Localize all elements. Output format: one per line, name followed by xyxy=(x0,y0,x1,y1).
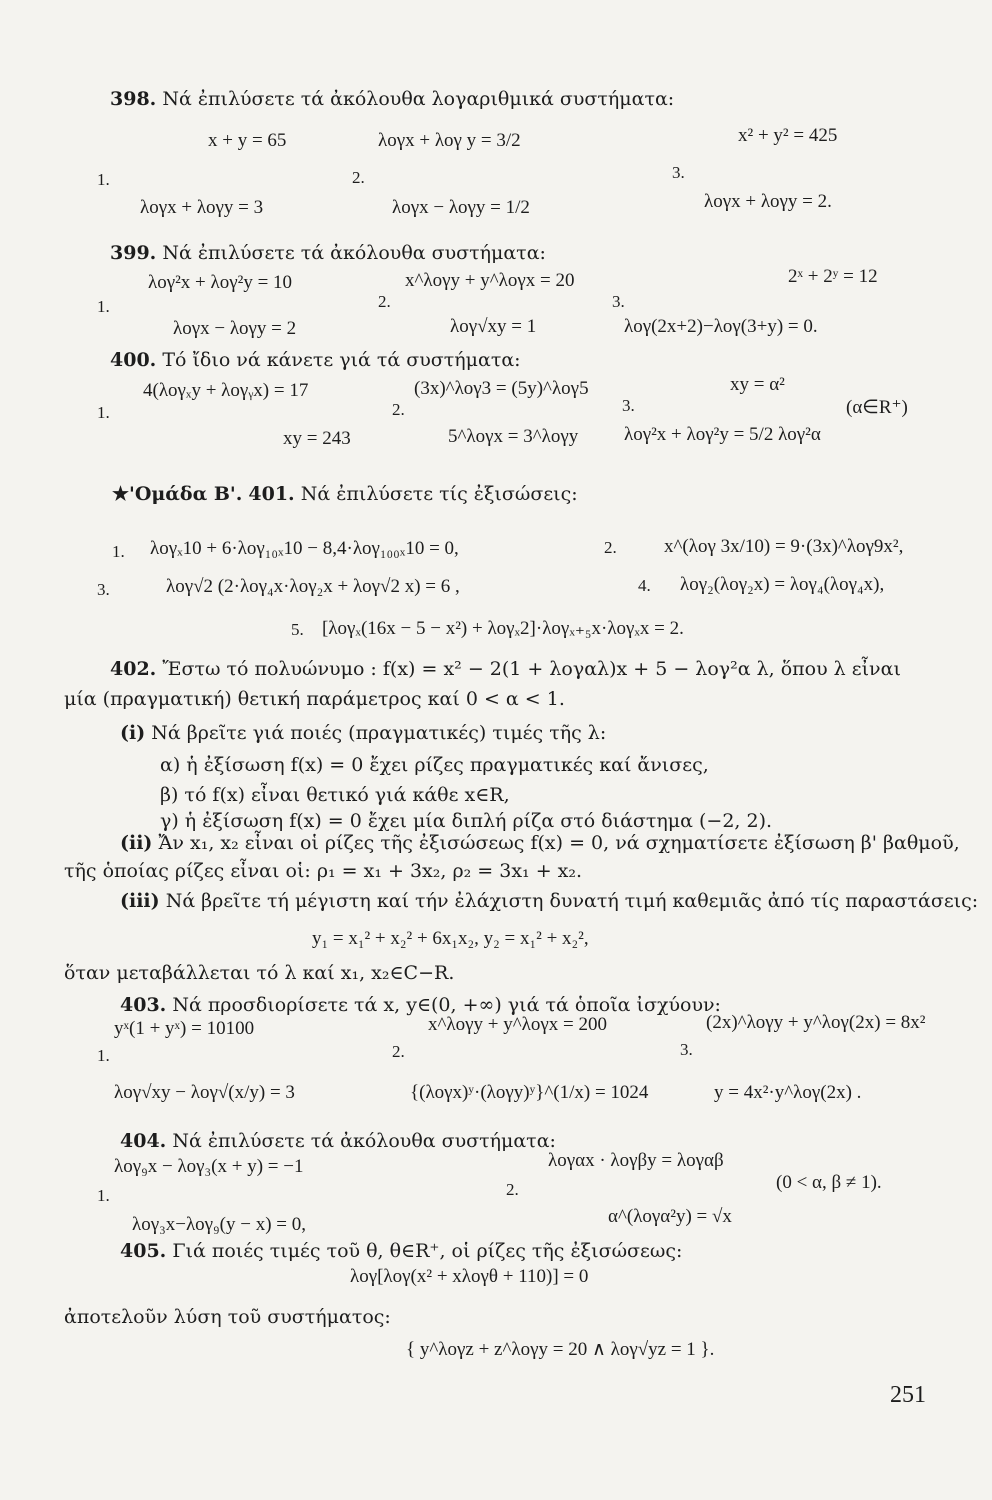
group-label: ★'Ομάδα Β'. xyxy=(112,483,243,505)
part-text: τῆς ὁποίας ρίζες εἶναι οἱ: ρ₁ = x₁ + 3x₂, ρ₂ = 3x₁ + x₂. xyxy=(64,860,583,882)
exercise-number: 401. xyxy=(248,483,295,505)
part-label: (ii) xyxy=(120,832,153,854)
system-2-eq-a: x^λογy + y^λογx = 200 xyxy=(428,1014,607,1035)
item-number: 2. xyxy=(378,292,391,311)
item-number: 3. xyxy=(680,1040,693,1059)
equation: λογ[λογ(x² + xλογθ + 110)] = 0 xyxy=(350,1266,589,1287)
system-2-eq-a: λογx + λογ y = 3/2 xyxy=(378,130,521,151)
equation-4: λογ₂(λογ₂x) = λογ₄(λογ₄x), xyxy=(680,574,885,595)
item-number: 1. xyxy=(97,297,110,316)
system-1-eq-b: λογ₃x−λογ₉(y − x) = 0, xyxy=(132,1214,307,1235)
item-number: 3. xyxy=(97,580,110,599)
equation-1: λογₓ10 + 6·λογ₁₀ₓ10 − 8,4·λογ₁₀₀ₓ10 = 0, xyxy=(150,538,459,559)
system-2-eq-a: λογαx · λογβy = λογαβ xyxy=(548,1150,724,1171)
system-1-eq-a: 4(λογₓy + λογᵧx) = 17 xyxy=(143,380,309,401)
system-1-eq-b: xy = 243 xyxy=(283,428,351,449)
part-text: Ἄν x₁, x₂ εἶναι οἱ ρίζες τῆς ἐξισώσεως f(x) = 0, νά σχηματίσετε ἐξίσωση β' βαθμοῦ, xyxy=(158,832,960,854)
exercise-heading: Τό ἴδιο νά κάνετε γιά τά συστήματα: xyxy=(162,349,521,371)
system-3-eq-b: y = 4x²·y^λογ(2x) . xyxy=(714,1082,862,1103)
system-3-eq-b: λογ(2x+2)−λογ(3+y) = 0. xyxy=(624,316,818,337)
subpart-c: γ) ἡ ἐξίσωση f(x) = 0 ἔχει μία διπλή ρίζα στό διάστημα (−2, 2). xyxy=(160,810,773,832)
system-2-eq-a: (3x)^λογ3 = (5y)^λογ5 xyxy=(414,378,589,399)
system-1-eq-b: λογ√xy − λογ√(x/y) = 3 xyxy=(114,1082,295,1103)
part-label: (iii) xyxy=(120,890,160,912)
subpart-b: β) τό f(x) εἶναι θετικό γιά κάθε x∈R, xyxy=(160,784,510,806)
exercise-text: ἀποτελοῦν λύση τοῦ συστήματος: xyxy=(64,1306,391,1328)
item-number: 1. xyxy=(97,1186,110,1205)
item-number: 5. xyxy=(291,620,304,639)
exercise-number: 400. xyxy=(110,349,157,371)
exercise-text: μία (πραγματική) θετική παράμετρος καί 0 < α < 1. xyxy=(64,688,565,710)
exercise-number: 402. xyxy=(110,658,157,680)
item-number: 3. xyxy=(612,292,625,311)
item-number: 1. xyxy=(97,1046,110,1065)
equation-2: x^(λογ 3x/10) = 9·(3x)^λογ9x², xyxy=(664,536,904,557)
page-number: 251 xyxy=(890,1382,926,1408)
item-number: 3. xyxy=(672,163,685,182)
exercise-number: 398. xyxy=(110,88,157,110)
exercise-text: Ἔστω τό πολυώνυμο : f(x) = x² − 2(1 + λογαλ)x + 5 − λογ²α λ, ὅπου λ εἶναι xyxy=(162,658,901,680)
item-number: 2. xyxy=(392,1042,405,1061)
system-1-eq-b: λογx + λογy = 3 xyxy=(140,197,264,218)
system-3-eq-b: λογ²x + λογ²y = 5/2 λογ²α xyxy=(624,424,821,445)
system-2-eq-b: {(λογx)ʸ·(λογy)ʸ}^(1/x) = 1024 xyxy=(410,1082,649,1103)
exercise-heading: Νά ἐπιλύσετε τά ἀκόλουθα λογαριθμικά συστήματα: xyxy=(162,88,675,110)
part-label: (i) xyxy=(120,722,146,744)
part-text: ὅταν μεταβάλλεται τό λ καί x₁, x₂∈C−R. xyxy=(64,962,455,984)
system-2-eq-b: α^(λογα²y) = √x xyxy=(608,1206,732,1227)
system-2-eq-b: 5^λογx = 3^λογy xyxy=(448,426,579,447)
exercise-heading: Νά ἐπιλύσετε τά ἀκόλουθα συστήματα: xyxy=(172,1130,556,1152)
exercise-number: 404. xyxy=(120,1130,167,1152)
item-number: 1. xyxy=(112,542,125,561)
subpart-a: α) ἡ ἐξίσωση f(x) = 0 ἔχει ρίζες πραγματικές καί ἄνισες, xyxy=(160,754,709,776)
system: { y^λογz + z^λογy = 20 ∧ λογ√yz = 1 }. xyxy=(406,1339,715,1360)
system-2-eq-b: λογx − λογy = 1/2 xyxy=(392,197,530,218)
item-number: 4. xyxy=(638,576,651,595)
system-3-condition: (α∈R⁺) xyxy=(846,397,908,418)
item-number: 3. xyxy=(622,396,635,415)
item-number: 2. xyxy=(352,168,365,187)
system-2-eq-b: λογ√xy = 1 xyxy=(450,316,537,337)
exercise-number: 399. xyxy=(110,242,157,264)
system-1-eq-a: λογ²x + λογ²y = 10 xyxy=(148,272,293,293)
equation-3: λογ√2 (2·λογ₄x·λογ₂x + λογ√2 x) = 6 , xyxy=(166,576,460,597)
system-1-eq-a: λογ₉x − λογ₃(x + y) = −1 xyxy=(114,1156,304,1177)
equation-5: [λογₓ(16x − 5 − x²) + λογₓ2]·λογₓ₊₅x·λογₓx = 2. xyxy=(322,618,684,639)
exercise-number: 403. xyxy=(120,994,167,1016)
item-number: 2. xyxy=(392,400,405,419)
part-text: Νά βρεῖτε γιά ποιές (πραγματικές) τιμές τῆς λ: xyxy=(151,722,607,744)
item-number: 2. xyxy=(506,1180,519,1199)
item-number: 1. xyxy=(97,170,110,189)
exercise-heading: Νά ἐπιλύσετε τίς ἐξισώσεις: xyxy=(300,483,578,505)
exercise-heading: Νά ἐπιλύσετε τά ἀκόλουθα συστήματα: xyxy=(162,242,546,264)
exercise-number: 405. xyxy=(120,1240,167,1262)
part-text: Νά βρεῖτε τή μέγιστη καί τήν ἐλάχιστη δυνατή τιμή καθεμιᾶς ἀπό τίς παραστάσεις: xyxy=(165,890,979,912)
system-3-eq-b: λογx + λογy = 2. xyxy=(704,191,832,212)
system-3-eq-a: (2x)^λογy + y^λογ(2x) = 8x² xyxy=(706,1012,926,1033)
exercise-text: Γιά ποιές τιμές τοῦ θ, θ∈R⁺, οἱ ρίζες τῆς ἐξισώσεως: xyxy=(172,1240,683,1262)
system-3-eq-a: xy = α² xyxy=(730,374,785,395)
system-2-condition: (0 < α, β ≠ 1). xyxy=(776,1172,882,1193)
expressions: y₁ = x₁² + x₂² + 6x₁x₂, y₂ = x₁² + x₂², xyxy=(312,928,589,949)
system-3-eq-a: 2ˣ + 2ʸ = 12 xyxy=(788,266,878,287)
system-1-eq-b: λογx − λογy = 2 xyxy=(173,318,297,339)
item-number: 1. xyxy=(97,403,110,422)
system-3-eq-a: x² + y² = 425 xyxy=(738,125,838,146)
exercise-heading: Νά προσδιορίσετε τά x, y∈(0, +∞) γιά τά ὁποῖα ἰσχύουν: xyxy=(172,994,721,1016)
item-number: 2. xyxy=(604,538,617,557)
system-2-eq-a: x^λογy + y^λογx = 20 xyxy=(405,270,575,291)
system-1-eq-a: yˣ(1 + yˣ) = 10100 xyxy=(114,1018,255,1039)
system-1-eq-a: x + y = 65 xyxy=(208,130,287,151)
